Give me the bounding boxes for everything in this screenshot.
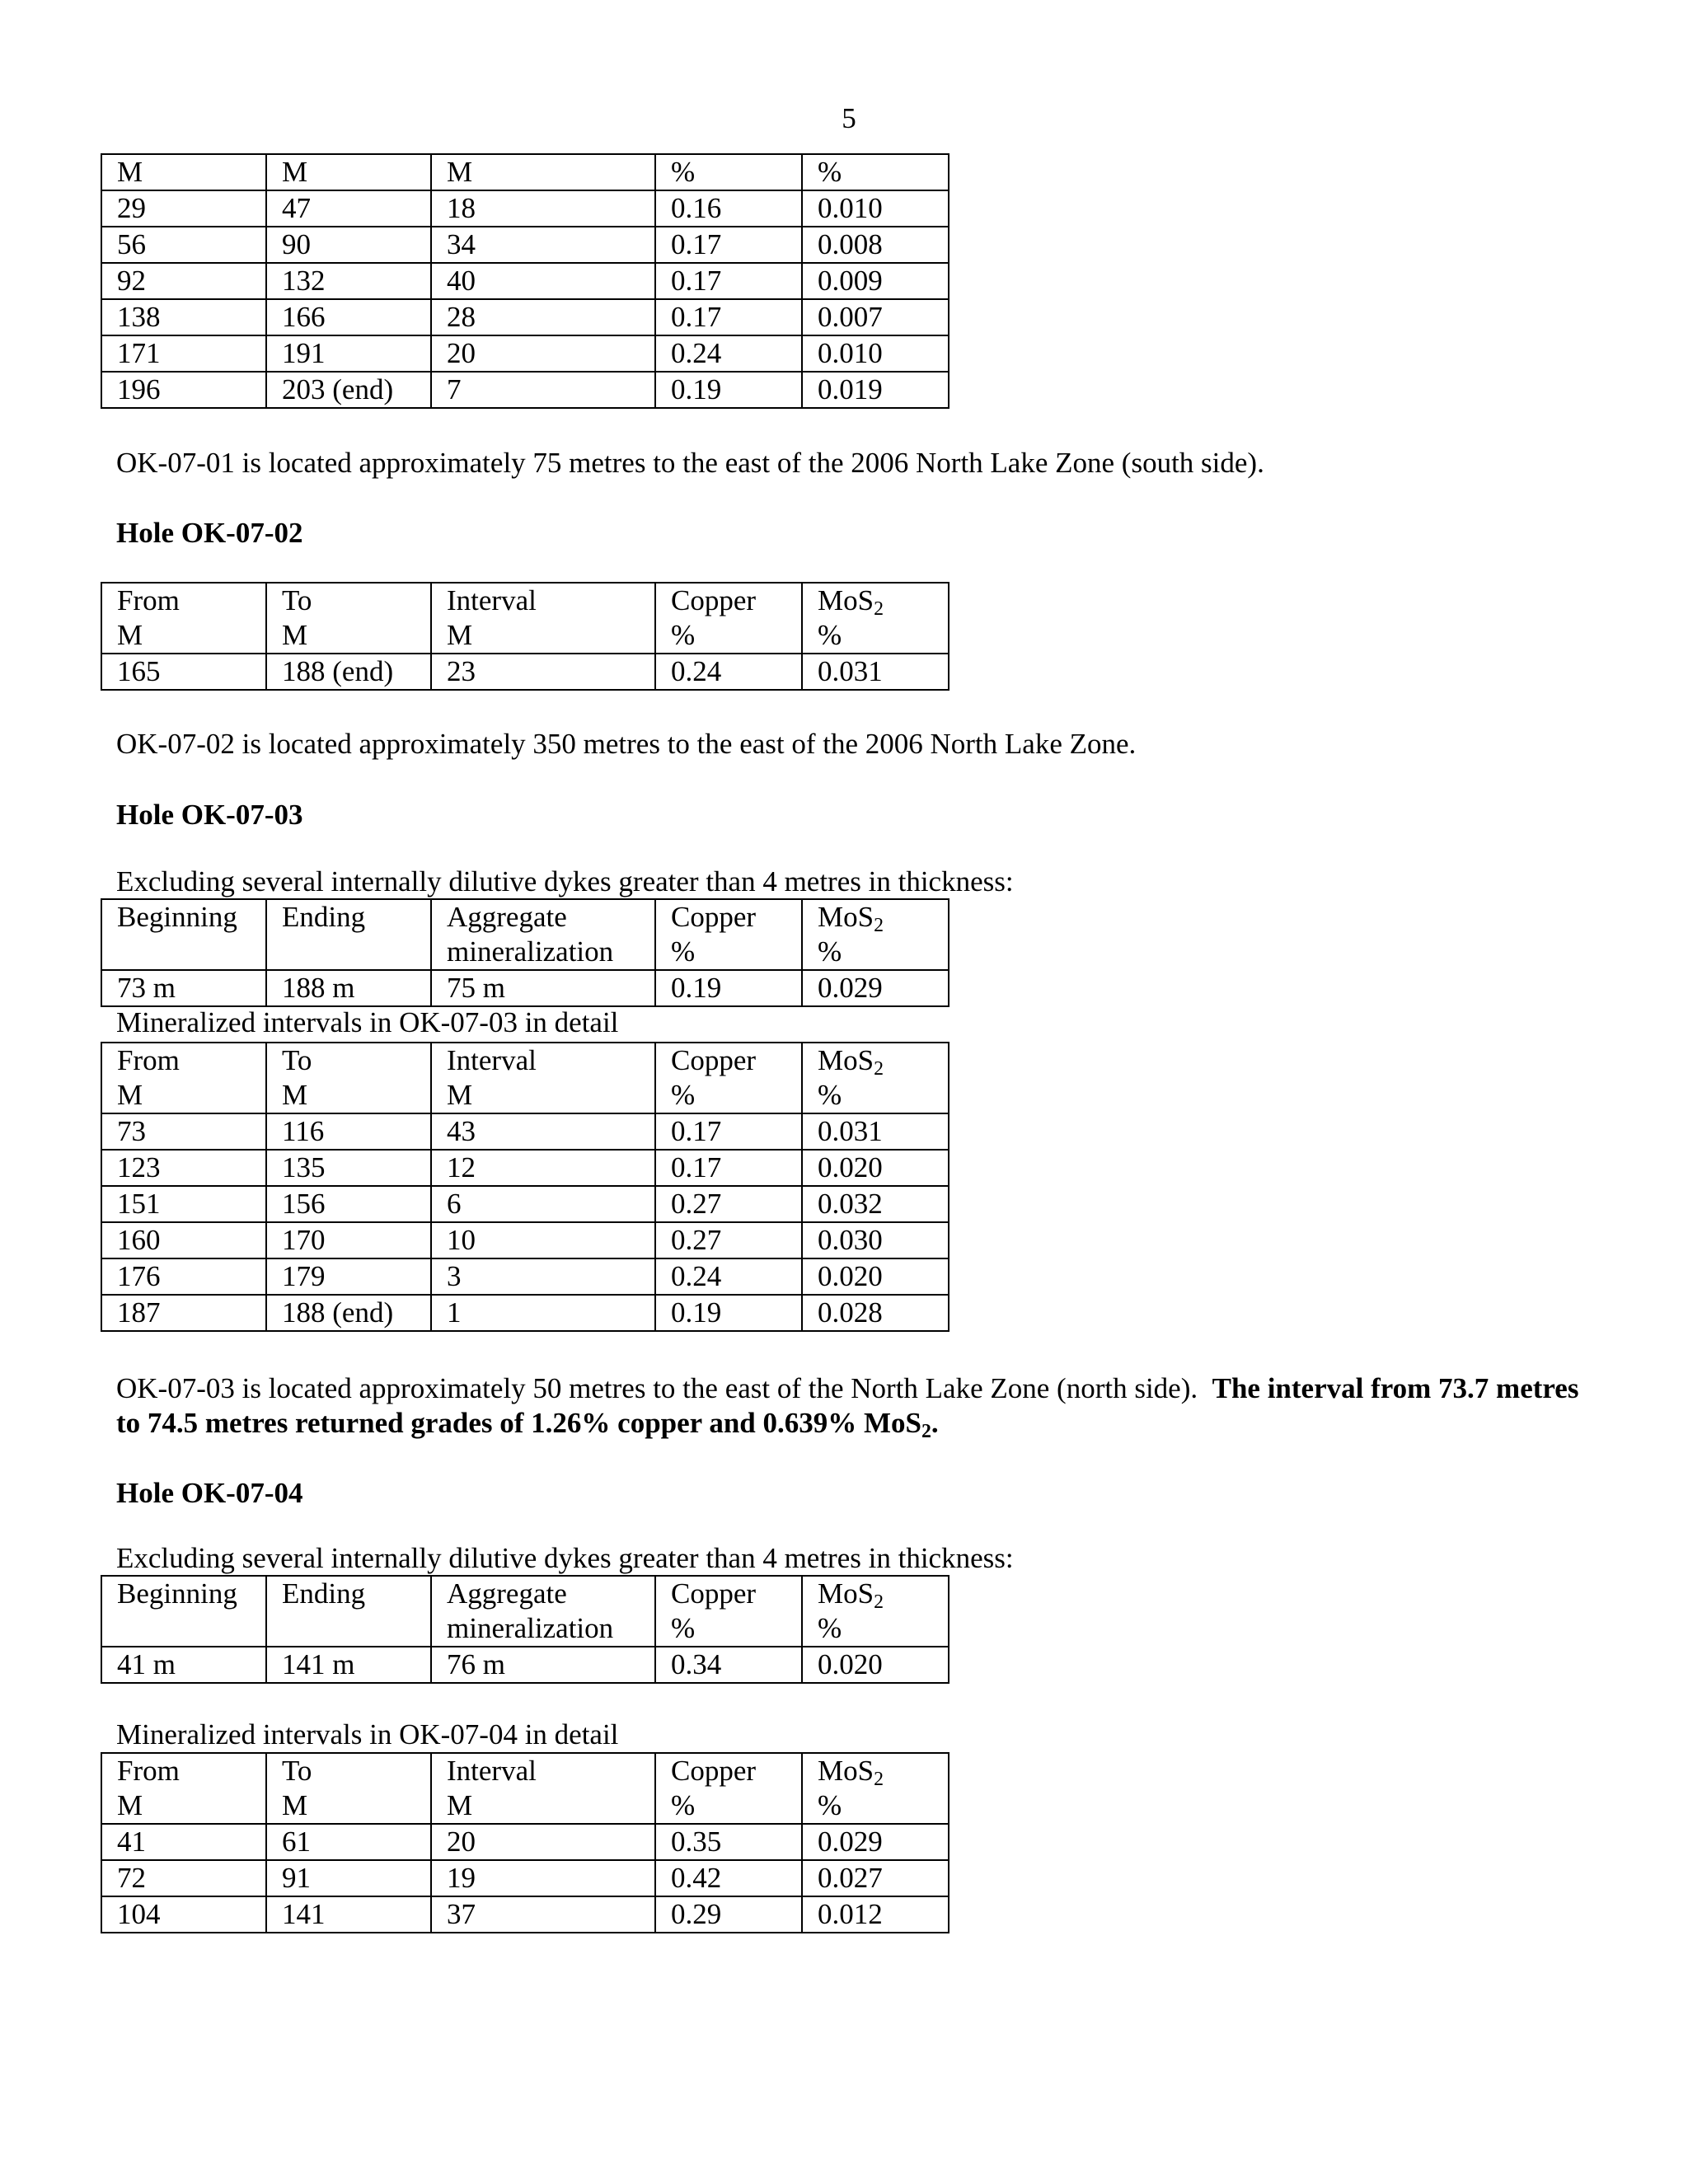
cell-to: 116: [266, 1113, 431, 1150]
header-cell: Copper %: [655, 583, 802, 654]
paragraph-ok-07-01-location: OK-07-01 is located approximately 75 metres to the east of the 2006 North Lake Zone (south side).: [116, 447, 1264, 479]
header-cell: Copper %: [655, 1043, 802, 1113]
header-cell: Aggregate mineralization: [431, 1576, 655, 1647]
cell-to: 179: [266, 1258, 431, 1295]
table-ok-07-03-detail: [101, 1042, 950, 1332]
cell-interval: 12: [431, 1150, 655, 1186]
cell-to: 132: [266, 263, 431, 299]
cell-from: 165: [101, 654, 266, 690]
cell-mos2: 0.031: [802, 654, 949, 690]
cell-to: 141: [266, 1896, 431, 1933]
cell-to: 47: [266, 190, 431, 227]
table-row: [101, 1824, 949, 1860]
cell-to: 90: [266, 227, 431, 263]
cell-to: 191: [266, 335, 431, 372]
table-ok-07-04-detail: [101, 1752, 950, 1933]
cell-mos2: 0.009: [802, 263, 949, 299]
exclusion-note: Excluding several internally dilutive dykes greater than 4 metres in thickness:: [116, 1542, 1014, 1574]
cell-interval: 37: [431, 1896, 655, 1933]
cell-mos2: 0.008: [802, 227, 949, 263]
detail-caption-ok-07-04: Mineralized intervals in OK-07-04 in detail: [116, 1718, 619, 1750]
cell-from: 196: [101, 372, 266, 408]
cell-from: 29: [101, 190, 266, 227]
header-cell: Interval M: [431, 583, 655, 654]
cell-to: 156: [266, 1186, 431, 1222]
cell-copper: 0.24: [655, 335, 802, 372]
cell-interval: 1: [431, 1295, 655, 1331]
cell-mos2: 0.007: [802, 299, 949, 335]
cell-ending: 188 m: [266, 970, 431, 1006]
cell-copper: 0.34: [655, 1647, 802, 1683]
cell-aggregate: 76 m: [431, 1647, 655, 1683]
header-cell: Beginning: [101, 1576, 266, 1647]
cell-to: 91: [266, 1860, 431, 1896]
table-row: [101, 1860, 949, 1896]
header-cell: Copper %: [655, 899, 802, 970]
cell-interval: 7: [431, 372, 655, 408]
cell-from: 171: [101, 335, 266, 372]
table-row: [101, 1222, 949, 1258]
cell-copper: 0.17: [655, 227, 802, 263]
header-cell: Aggregate mineralization: [431, 899, 655, 970]
table-header-row: [101, 1753, 949, 1824]
table-row: [101, 263, 949, 299]
table-header-row: [101, 1043, 949, 1113]
cell-mos2: 0.028: [802, 1295, 949, 1331]
table-ok-07-02: [101, 582, 950, 691]
header-cell: MoS$_2$ %: [802, 1753, 949, 1824]
cell-to: 166: [266, 299, 431, 335]
cell-to: 188 (end): [266, 1295, 431, 1331]
table-row: [101, 1896, 949, 1933]
cell-interval: 19: [431, 1860, 655, 1896]
cell-copper: 0.35: [655, 1824, 802, 1860]
page-number: 5: [842, 102, 856, 134]
table-header-row: [101, 154, 949, 190]
header-cell: Copper %: [655, 1576, 802, 1647]
cell-mos2: 0.020: [802, 1647, 949, 1683]
cell-interval: 18: [431, 190, 655, 227]
cell-interval: 34: [431, 227, 655, 263]
cell-from: 41: [101, 1824, 266, 1860]
cell-mos2: 0.010: [802, 335, 949, 372]
header-cell: %: [655, 154, 802, 190]
header-cell: Interval M: [431, 1753, 655, 1824]
cell-to: 203 (end): [266, 372, 431, 408]
cell-copper: 0.17: [655, 263, 802, 299]
cell-from: 92: [101, 263, 266, 299]
table-row: [101, 654, 949, 690]
cell-to: 170: [266, 1222, 431, 1258]
table-row: [101, 227, 949, 263]
cell-copper: 0.42: [655, 1860, 802, 1896]
table-row: [101, 1186, 949, 1222]
table-row: [101, 1258, 949, 1295]
cell-mos2: 0.030: [802, 1222, 949, 1258]
header-cell: Copper %: [655, 1753, 802, 1824]
header-cell: M: [266, 154, 431, 190]
table-header-row: [101, 583, 949, 654]
cell-from: 187: [101, 1295, 266, 1331]
cell-from: 56: [101, 227, 266, 263]
cell-from: 151: [101, 1186, 266, 1222]
cell-mos2: 0.010: [802, 190, 949, 227]
table-ok-07-04-aggregate: [101, 1575, 950, 1684]
cell-interval: 20: [431, 1824, 655, 1860]
table-row: [101, 372, 949, 408]
header-cell: From M: [101, 1753, 266, 1824]
cell-mos2: 0.029: [802, 970, 949, 1006]
header-cell: MoS$_2$ %: [802, 1576, 949, 1647]
paragraph-ok-07-03-location: [116, 1371, 1583, 1441]
cell-copper: 0.29: [655, 1896, 802, 1933]
cell-to: 135: [266, 1150, 431, 1186]
table-ok-07-03-aggregate: [101, 898, 950, 1007]
cell-aggregate: 75 m: [431, 970, 655, 1006]
cell-copper: 0.24: [655, 1258, 802, 1295]
header-cell: M: [101, 154, 266, 190]
header-cell: To M: [266, 583, 431, 654]
cell-copper: 0.27: [655, 1186, 802, 1222]
header-cell: From M: [101, 1043, 266, 1113]
cell-interval: 10: [431, 1222, 655, 1258]
header-cell: M: [431, 154, 655, 190]
cell-interval: 40: [431, 263, 655, 299]
cell-from: 72: [101, 1860, 266, 1896]
table-row: [101, 335, 949, 372]
cell-from: 104: [101, 1896, 266, 1933]
cell-ending: 141 m: [266, 1647, 431, 1683]
cell-mos2: 0.032: [802, 1186, 949, 1222]
cell-copper: 0.19: [655, 1295, 802, 1331]
cell-interval: 23: [431, 654, 655, 690]
cell-interval: 3: [431, 1258, 655, 1295]
cell-mos2: 0.020: [802, 1258, 949, 1295]
header-cell: Ending: [266, 1576, 431, 1647]
table-row: [101, 190, 949, 227]
ok-07-03-location-text: OK-07-03 is located approximately 50 metres to the east of the North Lake Zone (north side).: [116, 1372, 1198, 1404]
cell-copper: 0.24: [655, 654, 802, 690]
cell-copper: 0.16: [655, 190, 802, 227]
heading-hole-ok-07-04: Hole OK-07-04: [116, 1477, 303, 1509]
cell-from: 123: [101, 1150, 266, 1186]
cell-from: 138: [101, 299, 266, 335]
heading-hole-ok-07-02: Hole OK-07-02: [116, 517, 303, 549]
ok-07-03-highlight-text: The interval from 73.7 metres to 74.5 metres returned grades of 1.26% copper and 0.639% MoS$_2$.: [116, 1372, 1579, 1442]
cell-copper: 0.17: [655, 299, 802, 335]
table-row: [101, 299, 949, 335]
cell-mos2: 0.027: [802, 1860, 949, 1896]
cell-copper: 0.17: [655, 1113, 802, 1150]
table-row: [101, 1113, 949, 1150]
cell-mos2: 0.019: [802, 372, 949, 408]
header-cell: MoS$_2$ %: [802, 1043, 949, 1113]
header-cell: Interval M: [431, 1043, 655, 1113]
header-cell: From M: [101, 583, 266, 654]
table-ok-07-01-continued: [101, 153, 950, 409]
header-cell: Beginning: [101, 899, 266, 970]
heading-hole-ok-07-03: Hole OK-07-03: [116, 799, 303, 831]
cell-interval: 43: [431, 1113, 655, 1150]
cell-copper: 0.27: [655, 1222, 802, 1258]
cell-interval: 20: [431, 335, 655, 372]
cell-from: 73: [101, 1113, 266, 1150]
detail-caption-ok-07-03: Mineralized intervals in OK-07-03 in detail: [116, 1006, 619, 1038]
cell-mos2: 0.029: [802, 1824, 949, 1860]
table-row: [101, 970, 949, 1006]
cell-interval: 6: [431, 1186, 655, 1222]
cell-copper: 0.19: [655, 372, 802, 408]
header-cell: To M: [266, 1043, 431, 1113]
cell-mos2: 0.012: [802, 1896, 949, 1933]
cell-from: 160: [101, 1222, 266, 1258]
cell-beginning: 73 m: [101, 970, 266, 1006]
header-cell: Ending: [266, 899, 431, 970]
cell-from: 176: [101, 1258, 266, 1295]
cell-beginning: 41 m: [101, 1647, 266, 1683]
cell-mos2: 0.031: [802, 1113, 949, 1150]
header-cell: MoS$_2$ %: [802, 583, 949, 654]
cell-to: 61: [266, 1824, 431, 1860]
table-row: [101, 1295, 949, 1331]
paragraph-ok-07-02-location: OK-07-02 is located approximately 350 metres to the east of the 2006 North Lake Zone.: [116, 728, 1137, 760]
exclusion-note: Excluding several internally dilutive dykes greater than 4 metres in thickness:: [116, 865, 1014, 898]
header-cell: %: [802, 154, 949, 190]
header-cell: To M: [266, 1753, 431, 1824]
table-row: [101, 1647, 949, 1683]
table-row: [101, 1150, 949, 1186]
header-cell: MoS$_2$ %: [802, 899, 949, 970]
cell-copper: 0.19: [655, 970, 802, 1006]
cell-copper: 0.17: [655, 1150, 802, 1186]
cell-mos2: 0.020: [802, 1150, 949, 1186]
cell-interval: 28: [431, 299, 655, 335]
cell-to: 188 (end): [266, 654, 431, 690]
table-header-row: [101, 899, 949, 970]
table-header-row: [101, 1576, 949, 1647]
